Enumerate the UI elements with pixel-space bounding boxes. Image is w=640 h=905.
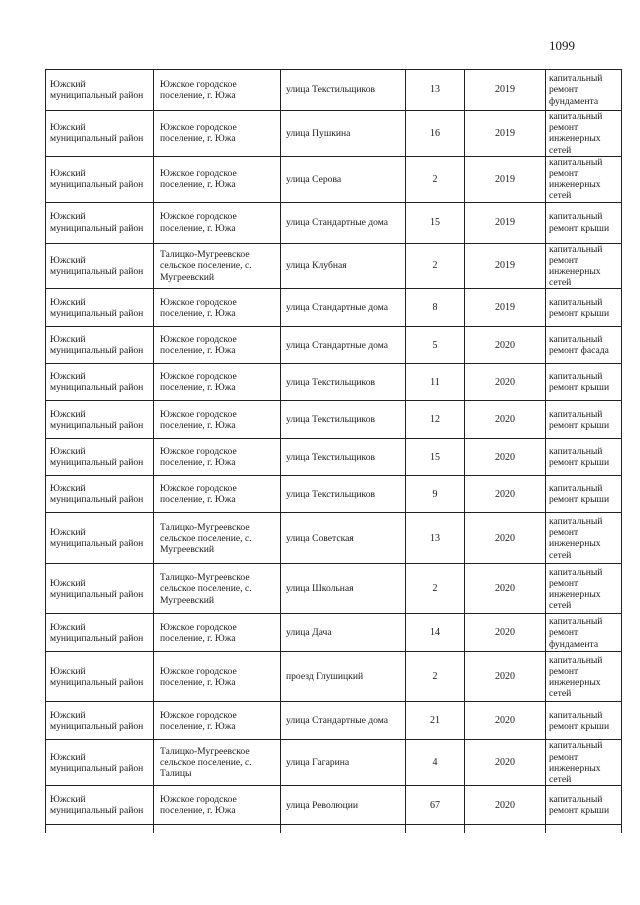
cell-work-type: капитальный ремонт инженерных сетей bbox=[546, 740, 622, 786]
cell-district: Южский муниципальный район bbox=[46, 786, 154, 825]
cell-settlement: Южское городское поселение, г. Южа bbox=[154, 614, 281, 652]
cell-year: 2019 bbox=[465, 156, 546, 202]
cell-settlement: Южское городское поселение, г. Южа bbox=[154, 702, 281, 740]
table-row bbox=[46, 364, 622, 401]
cell-settlement: Южское городское поселение, г. Южа bbox=[154, 786, 281, 825]
cell-street: улица Текстильщиков bbox=[281, 401, 406, 439]
cell-work-type: капитальный ремонт инженерных сетей bbox=[546, 564, 622, 614]
cell-year: 2020 bbox=[465, 564, 546, 614]
cell-district: Южский муниципальный район bbox=[46, 702, 154, 740]
cell-work-type: капитальный ремонт инженерных сетей bbox=[546, 156, 622, 202]
cell-street: улица Пушкина bbox=[281, 111, 406, 157]
cell-settlement: Южское городское поселение, г. Южа bbox=[154, 439, 281, 476]
cell-street: улица Стандартные дома bbox=[281, 202, 406, 243]
cell-settlement: Южское городское поселение, г. Южа bbox=[154, 156, 281, 202]
cell-work-type: капитальный ремонт инженерных сетей bbox=[546, 111, 622, 157]
cell-settlement: Южское городское поселение, г. Южа bbox=[154, 364, 281, 401]
cell-house-number: 14 bbox=[406, 614, 465, 652]
cell-street: улица Текстильщиков bbox=[281, 364, 406, 401]
cell-settlement: Южское городское поселение, г. Южа bbox=[154, 327, 281, 364]
cell-district: Южский муниципальный район bbox=[46, 70, 154, 111]
cell-house-number: 2 bbox=[406, 243, 465, 289]
cell-district: Южский муниципальный район bbox=[46, 614, 154, 652]
cell-year: 2020 bbox=[465, 652, 546, 702]
cell-work-type: капитальный ремонт инженерных сетей bbox=[546, 243, 622, 289]
cell-house-number: 15 bbox=[406, 439, 465, 476]
table-row bbox=[46, 156, 622, 202]
cell-year: 2020 bbox=[465, 364, 546, 401]
table-row bbox=[46, 614, 622, 652]
cell-year: 2019 bbox=[465, 202, 546, 243]
cell-house-number: 16 bbox=[406, 111, 465, 157]
cell-year: 2020 bbox=[465, 702, 546, 740]
cell-year: 2020 bbox=[465, 513, 546, 564]
cell-street: улица Серова bbox=[281, 156, 406, 202]
cell-year: 2020 bbox=[465, 740, 546, 786]
cell-settlement: Талицко-Мугреевское сельское поселение, с. Мугреевский bbox=[154, 243, 281, 289]
cell-house-number: 15 bbox=[406, 202, 465, 243]
cell-work-type: капитальный ремонт фундамента bbox=[546, 614, 622, 652]
cell-district: Южский муниципальный район bbox=[46, 202, 154, 243]
table-row bbox=[46, 111, 622, 157]
cell-street: улица Школьная bbox=[281, 564, 406, 614]
cell-district: Южский муниципальный район bbox=[46, 364, 154, 401]
cell-house-number: 11 bbox=[406, 364, 465, 401]
cell-street: улица Советская bbox=[281, 513, 406, 564]
cell-work-type: капитальный ремонт крыши bbox=[546, 476, 622, 513]
cell-district: Южский муниципальный район bbox=[46, 513, 154, 564]
cell-work-type: капитальный ремонт крыши bbox=[546, 289, 622, 327]
housing-repair-table bbox=[45, 69, 622, 833]
cell-street: проезд Глушицкий bbox=[281, 652, 406, 702]
cell-settlement: Южское городское поселение, г. Южа bbox=[154, 652, 281, 702]
cell-empty bbox=[465, 825, 546, 833]
table-row bbox=[46, 513, 622, 564]
table-row bbox=[46, 652, 622, 702]
cell-year: 2020 bbox=[465, 786, 546, 825]
cell-house-number: 13 bbox=[406, 513, 465, 564]
cell-house-number: 12 bbox=[406, 401, 465, 439]
cell-district: Южский муниципальный район bbox=[46, 156, 154, 202]
cell-street: улица Стандартные дома bbox=[281, 289, 406, 327]
cell-year: 2020 bbox=[465, 401, 546, 439]
cell-year: 2020 bbox=[465, 476, 546, 513]
cell-house-number: 9 bbox=[406, 476, 465, 513]
cell-work-type: капитальный ремонт крыши bbox=[546, 202, 622, 243]
cell-district: Южский муниципальный район bbox=[46, 439, 154, 476]
cell-house-number: 21 bbox=[406, 702, 465, 740]
table-row bbox=[46, 786, 622, 825]
cell-work-type: капитальный ремонт фундамента bbox=[546, 70, 622, 111]
cell-work-type: капитальный ремонт крыши bbox=[546, 401, 622, 439]
cell-year: 2019 bbox=[465, 243, 546, 289]
cell-house-number: 4 bbox=[406, 740, 465, 786]
cell-street: улица Стандартные дома bbox=[281, 327, 406, 364]
cell-house-number: 67 bbox=[406, 786, 465, 825]
cell-settlement: Талицко-Мугреевское сельское поселение, с. Мугреевский bbox=[154, 513, 281, 564]
table-row bbox=[46, 401, 622, 439]
cell-empty bbox=[154, 825, 281, 833]
cell-house-number: 2 bbox=[406, 156, 465, 202]
cell-street: улица Текстильщиков bbox=[281, 70, 406, 111]
cell-settlement: Талицко-Мугреевское сельское поселение, с. Мугреевский bbox=[154, 564, 281, 614]
table-row bbox=[46, 243, 622, 289]
cell-house-number: 2 bbox=[406, 564, 465, 614]
cell-district: Южский муниципальный район bbox=[46, 740, 154, 786]
cell-settlement: Южское городское поселение, г. Южа bbox=[154, 289, 281, 327]
cell-street: улица Гагарина bbox=[281, 740, 406, 786]
cell-work-type: капитальный ремонт крыши bbox=[546, 439, 622, 476]
cell-year: 2020 bbox=[465, 614, 546, 652]
cell-district: Южский муниципальный район bbox=[46, 327, 154, 364]
cell-house-number: 2 bbox=[406, 652, 465, 702]
cell-year: 2020 bbox=[465, 439, 546, 476]
cell-empty bbox=[281, 825, 406, 833]
cell-district: Южский муниципальный район bbox=[46, 243, 154, 289]
cell-work-type: капитальный ремонт крыши bbox=[546, 786, 622, 825]
cell-district: Южский муниципальный район bbox=[46, 401, 154, 439]
cell-year: 2019 bbox=[465, 70, 546, 111]
cell-street: улица Клубная bbox=[281, 243, 406, 289]
cell-settlement: Южское городское поселение, г. Южа bbox=[154, 111, 281, 157]
cell-settlement: Южское городское поселение, г. Южа bbox=[154, 476, 281, 513]
table-body bbox=[46, 70, 622, 833]
cell-empty bbox=[406, 825, 465, 833]
cell-district: Южский муниципальный район bbox=[46, 111, 154, 157]
cell-work-type: капитальный ремонт инженерных сетей bbox=[546, 652, 622, 702]
cell-district: Южский муниципальный район bbox=[46, 289, 154, 327]
cell-house-number: 13 bbox=[406, 70, 465, 111]
cell-work-type: капитальный ремонт инженерных сетей bbox=[546, 513, 622, 564]
cell-year: 2019 bbox=[465, 289, 546, 327]
cell-street: улица Текстильщиков bbox=[281, 439, 406, 476]
cell-street: улица Текстильщиков bbox=[281, 476, 406, 513]
cell-district: Южский муниципальный район bbox=[46, 564, 154, 614]
table-row-continued bbox=[46, 825, 622, 833]
cell-empty bbox=[546, 825, 622, 833]
cell-settlement: Южское городское поселение, г. Южа bbox=[154, 70, 281, 111]
table-row bbox=[46, 740, 622, 786]
cell-district: Южский муниципальный район bbox=[46, 476, 154, 513]
cell-house-number: 5 bbox=[406, 327, 465, 364]
cell-settlement: Талицко-Мугреевское сельское поселение, с. Талицы bbox=[154, 740, 281, 786]
table-row bbox=[46, 202, 622, 243]
cell-work-type: капитальный ремонт крыши bbox=[546, 702, 622, 740]
cell-settlement: Южское городское поселение, г. Южа bbox=[154, 202, 281, 243]
table-row bbox=[46, 476, 622, 513]
cell-street: улица Дача bbox=[281, 614, 406, 652]
cell-year: 2020 bbox=[465, 327, 546, 364]
cell-district: Южский муниципальный район bbox=[46, 652, 154, 702]
cell-street: улица Стандартные дома bbox=[281, 702, 406, 740]
cell-year: 2019 bbox=[465, 111, 546, 157]
cell-work-type: капитальный ремонт фасада bbox=[546, 327, 622, 364]
cell-street: улица Революции bbox=[281, 786, 406, 825]
table-row bbox=[46, 564, 622, 614]
table-row bbox=[46, 289, 622, 327]
table-row bbox=[46, 327, 622, 364]
cell-settlement: Южское городское поселение, г. Южа bbox=[154, 401, 281, 439]
cell-empty bbox=[46, 825, 154, 833]
table-row bbox=[46, 439, 622, 476]
cell-work-type: капитальный ремонт крыши bbox=[546, 364, 622, 401]
page-number: 1099 bbox=[549, 38, 575, 53]
table-row bbox=[46, 70, 622, 111]
table-row bbox=[46, 702, 622, 740]
cell-house-number: 8 bbox=[406, 289, 465, 327]
